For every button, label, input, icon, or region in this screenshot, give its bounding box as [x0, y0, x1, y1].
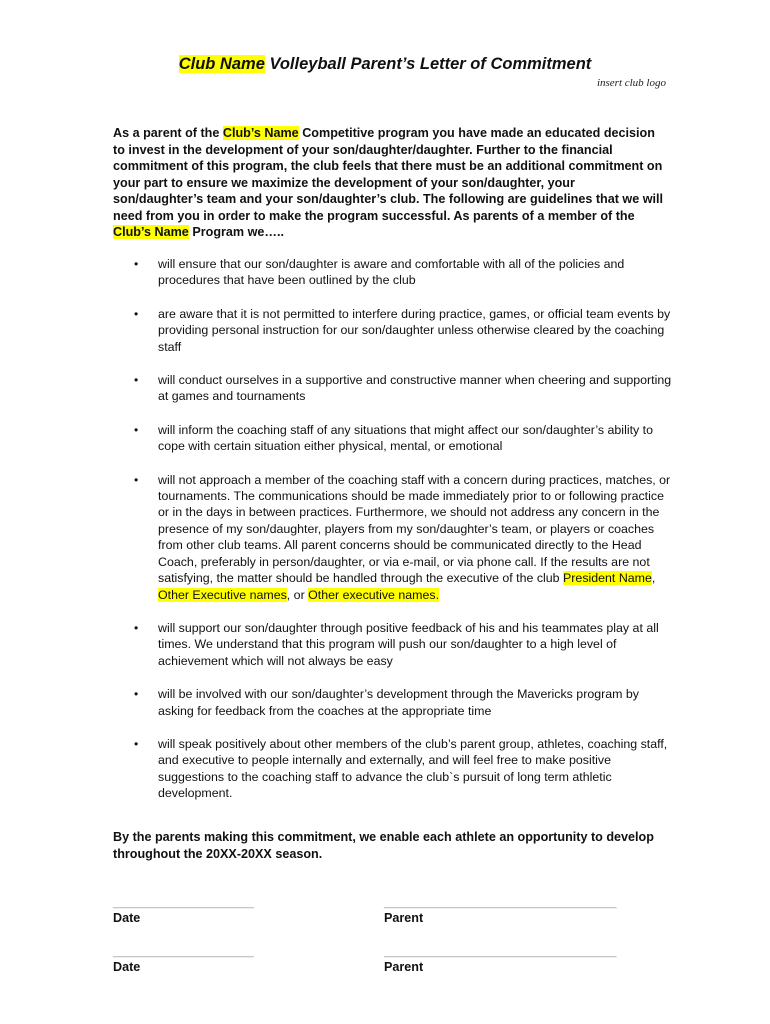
list-item: • will speak positively about other members of the club’s parent group, athletes, coaching staff, and executive to people internally and externally, and will feel free to make positive suggestions to the coaching staff to advance the club`s pursuit of long term athletic development.	[134, 736, 668, 801]
date-signature-line-1[interactable]: _______________________	[113, 897, 254, 909]
parent-label-1: Parent	[384, 911, 424, 925]
club-name-placeholder: Club Name	[178, 55, 265, 73]
president-name-placeholder: President Name	[563, 571, 652, 586]
list-item: • will conduct ourselves in a supportive and constructive manner when cheering and supporting at games and tournaments	[134, 373, 672, 404]
date-signature-line-2[interactable]: _______________________	[113, 946, 254, 958]
bullet-icon: •	[134, 687, 139, 702]
bullet-icon: •	[134, 306, 139, 321]
title-text: Volleyball Parent’s Letter of Commitment	[264, 55, 592, 73]
clubs-placeholder: Club’s	[222, 126, 261, 140]
date-label-2: Date	[113, 960, 141, 974]
commitment-list	[0, 256, 770, 819]
list-item: • are aware that it is not permitted to interfere during practice, games, or official team events by providing personal instruction for our son/daughter unless otherwise cleared by the coaching staff	[134, 306, 671, 354]
other-executive-names-placeholder-2: Other executive names.	[308, 587, 440, 602]
list-item: • will not approach a member of the coaching staff with a concern during practices, matches, or tournaments. The communications should be made immediately prior to or following practice or in the days in between practices. Furthermore, we should not address any concern in the presence of my son/daughter, players from my son/daughter’s team, or players or coaches from other club teams. All parent concerns should be communicated directly to the Head Coach, preferably in person/daughter, or via e-mail, or via phone call. If the results are not satisfying, the matter should be handled through the executive of the club President Name, Other Executive names, or Other executive names.	[134, 472, 671, 602]
list-item: • will inform the coaching staff of any situations that might affect our son/daughter’s ability to cope with certain situation either physical, mental, or emotional	[134, 422, 653, 454]
bullet-icon: •	[134, 422, 139, 437]
date-label-1: Date	[113, 911, 141, 925]
intro-paragraph: As a parent of the Club’s Name Competitive program you have made an educated decision to invest in the development of your son/daughter/daughter. Further to the financial commitment of this program, the club feels that there must be an additional commitment on your part to ensure we maximize the development of your son/daughter, your son/daughter’s team and your son/daughter’s club. The following are guidelines that we will need from you in order to make the program successful. As parents of a member of the Club’s Name Program we…..	[113, 126, 663, 239]
list-item: • will ensure that our son/daughter is aware and comfortable with all of the policies and procedures that have been outlined by the club	[134, 257, 625, 288]
parent-signature-line-2[interactable]: ______________________________________	[384, 946, 617, 958]
name-placeholder: Name	[264, 126, 299, 140]
bullet-icon: •	[134, 257, 139, 271]
closing-paragraph: By the parents making this commitment, we enable each athlete an opportunity to develop throughout the 20XX-20XX season.	[113, 830, 654, 861]
bullet-icon: •	[134, 373, 139, 388]
page-title	[0, 55, 770, 74]
bullet-icon: •	[134, 620, 139, 635]
parent-label-2: Parent	[384, 960, 424, 974]
logo-placeholder-note: insert club logo	[596, 77, 666, 89]
other-executive-names-placeholder: Other Executive names	[158, 587, 287, 602]
list-item: • will be involved with our son/daughter’s development through the Mavericks program by asking for feedback from the coaches at the appropriate time	[134, 687, 639, 718]
parent-signature-line-1[interactable]: ______________________________________	[384, 897, 617, 909]
list-item: • will support our son/daughter through positive feedback of his and his teammates play at all times. We understand that this program will push our son/daughter to a high level of achievement which will not always be easy	[134, 620, 659, 668]
clubs-name-placeholder: Club’s Name	[113, 225, 189, 239]
bullet-icon: •	[134, 472, 139, 487]
bullet-icon: •	[134, 736, 139, 751]
